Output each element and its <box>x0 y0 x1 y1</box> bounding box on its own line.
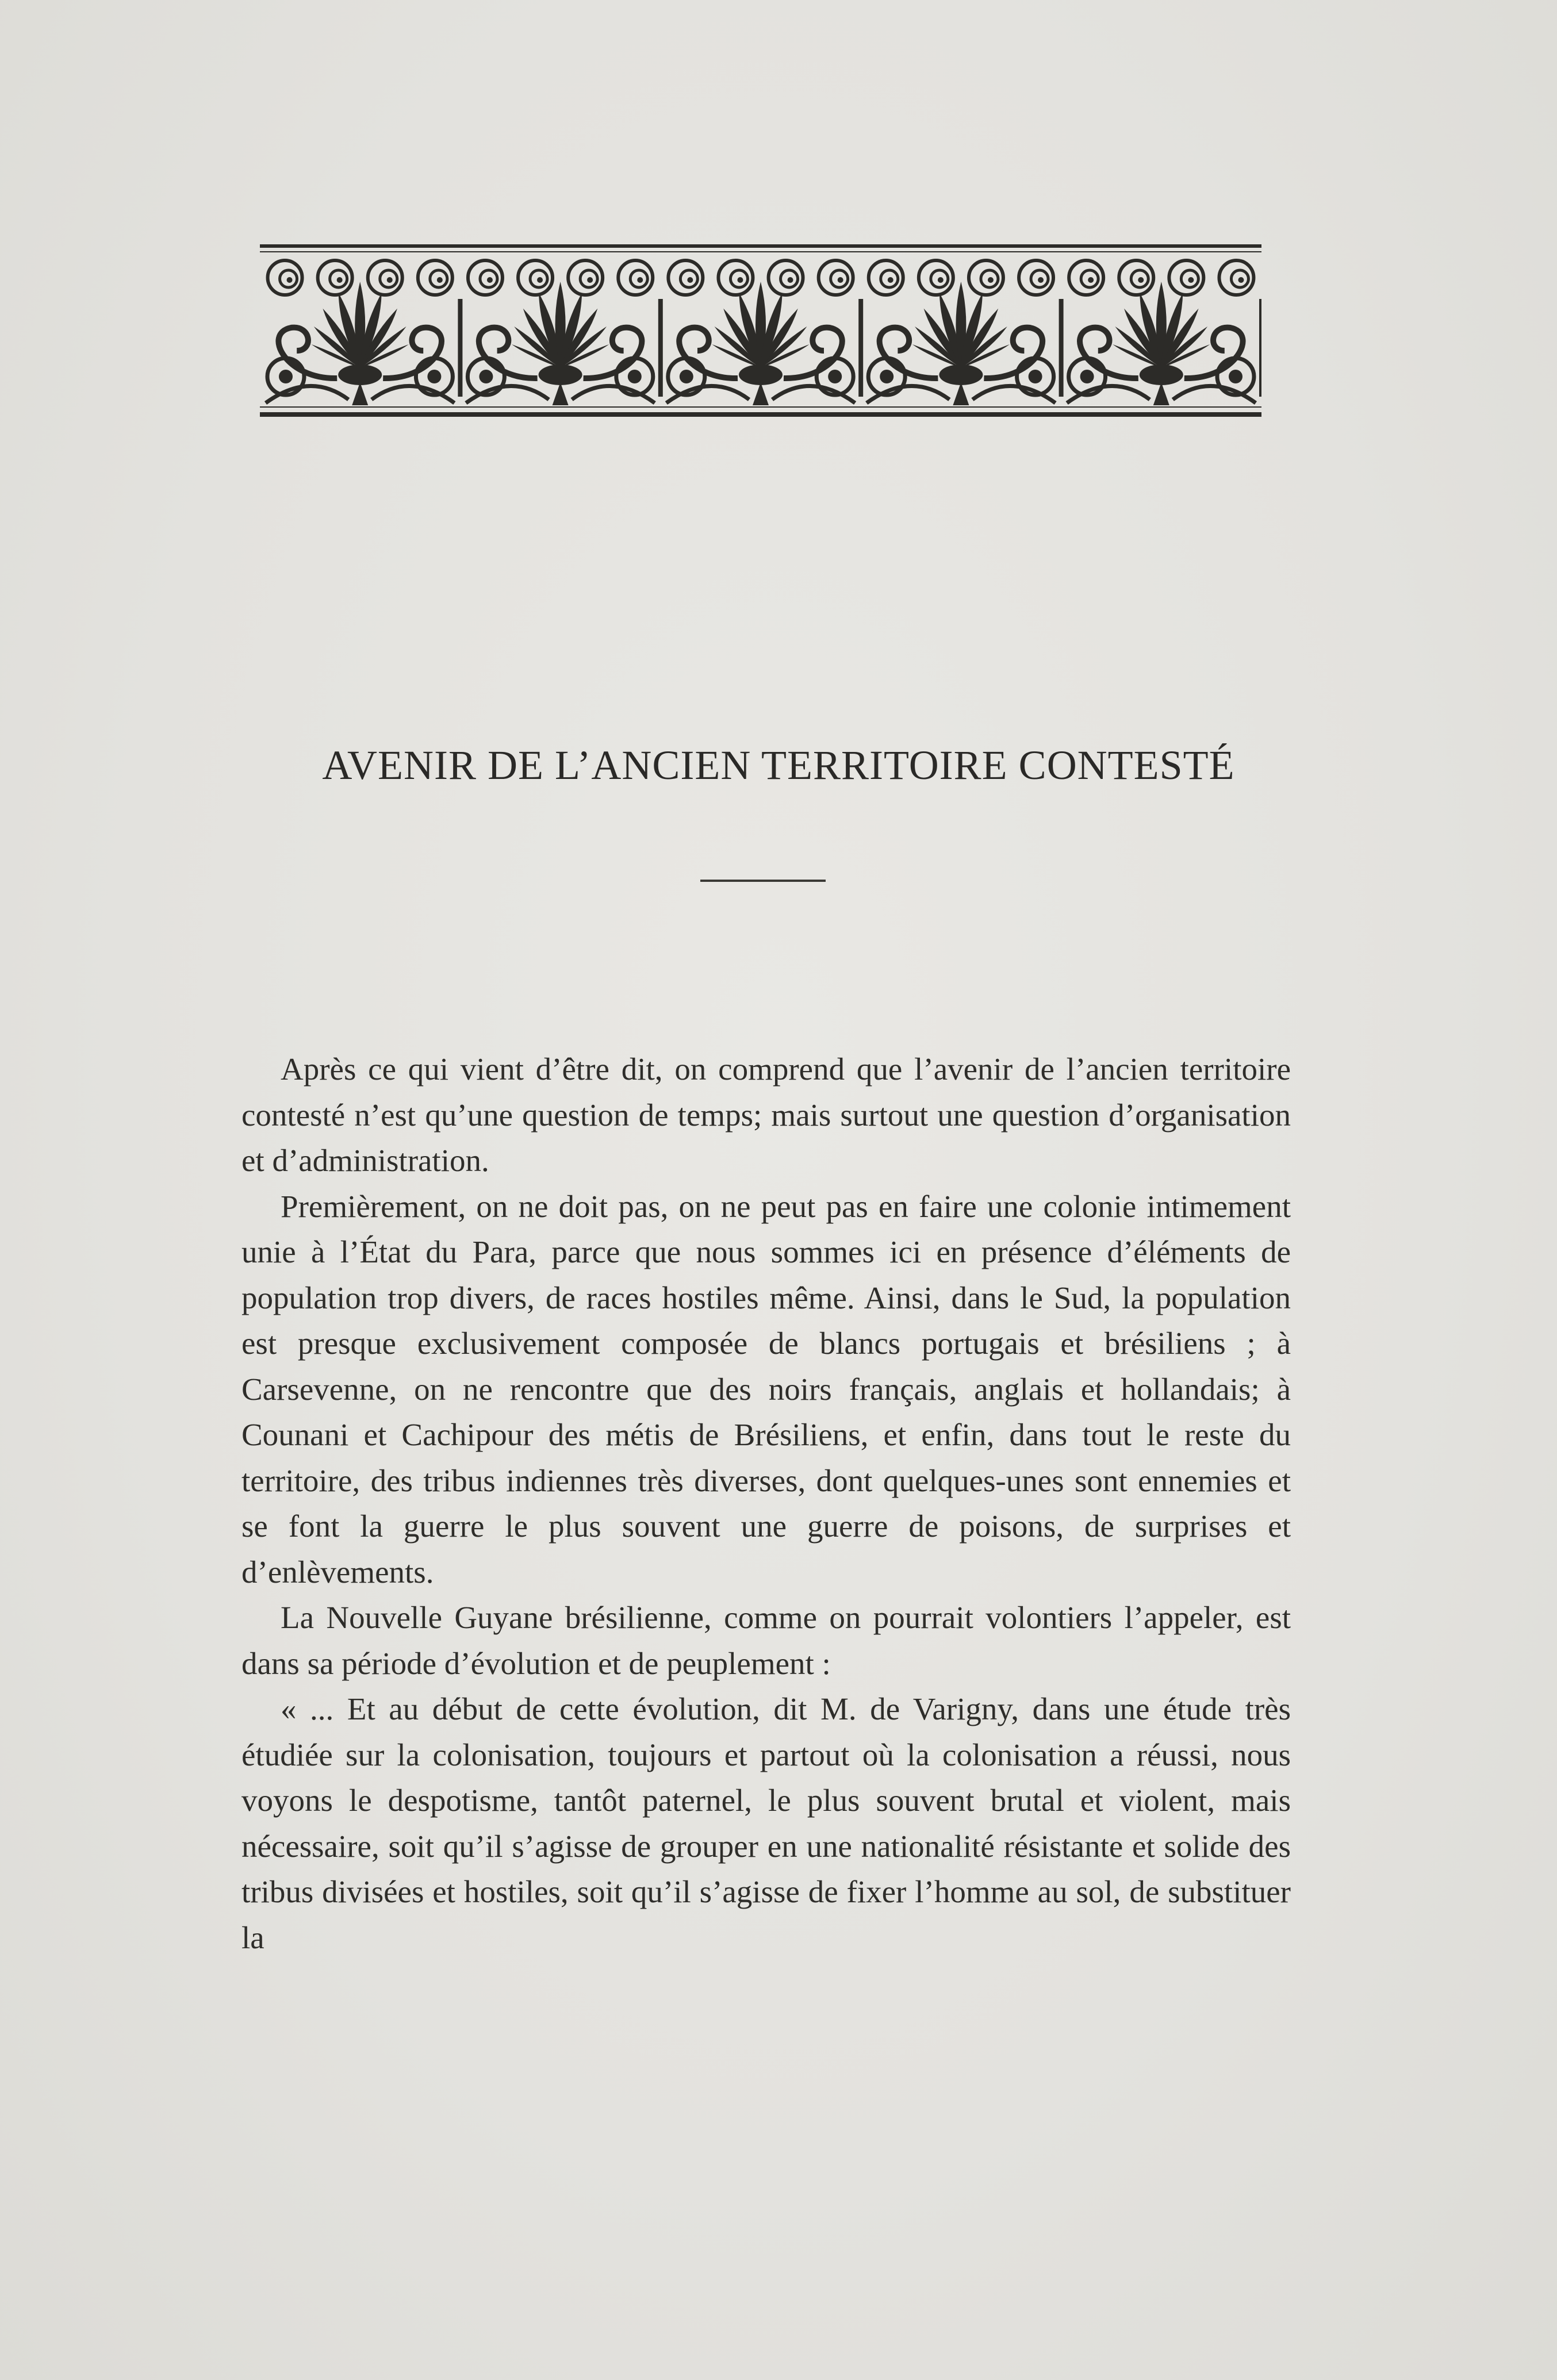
title-divider <box>700 880 826 882</box>
palmette-frieze-icon <box>260 244 1261 417</box>
palmette-motif <box>266 260 462 405</box>
palmette-motif <box>466 260 662 405</box>
paragraph-2: Premièrement, on ne doit pas, on ne peut pas en faire une colonie intimement unie à l’État du Para, parce que nous sommes ici en présence d’éléments de population trop divers, de races hostiles même. Ainsi, dans le Sud, la population est presque exclusivement composée de blancs portugais et brésiliens ; à Carsevenne, on ne rencontre que des noirs français, anglais et hollandais; à Counani et Cachipour des métis de Brésiliens, et enfin, dans tout le reste du territoire, des tribus indiennes très diverses, dont quelques-unes sont ennemies et se font la guerre le plus souvent une guerre de poisons, de surprises et d’enlèvements. <box>241 1188 1291 1590</box>
page-title: AVENIR DE L’ANCIEN TERRITOIRE CONTESTÉ <box>322 742 1235 788</box>
palmette-motif <box>666 260 863 405</box>
paragraph-4: « ... Et au début de cette évolution, dit M. de Varigny, dans une étude très étudiée sur la colonisation, toujours et partout où la colonisation a réussi, nous voyons le despotisme, tantôt paternel, le plus souvent brutal et violent, mais nécessaire, soit qu’il s’agisse de grouper en une nationalité résistante et solide des tribus divisées et hostiles, soit qu’il s’agisse de fixer l’homme au sol, de substituer la <box>241 1691 1291 1955</box>
paragraph-3: La Nouvelle Guyane brésilienne, comme on pourrait volontiers l’appeler, est dans sa période d’évolution et de peuplement : <box>241 1600 1291 1681</box>
palmette-motif <box>866 260 1063 405</box>
body-text <box>241 1046 1291 1960</box>
decorative-header-ornament <box>260 244 1261 417</box>
paragraph-1: Après ce qui vient d’être dit, on comprend que l’avenir de l’ancien territoire contesté n’est qu’une question de temps; mais surtout une question d’organisation et d’administration. <box>241 1051 1291 1178</box>
palmette-motif <box>1067 260 1261 405</box>
